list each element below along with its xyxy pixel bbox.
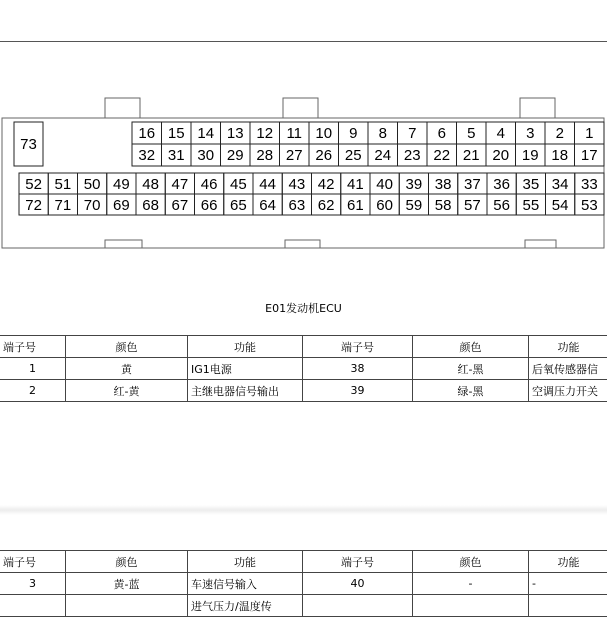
- pin-label-58: 58: [435, 197, 452, 214]
- pin-label-45: 45: [230, 176, 247, 193]
- column-header: 颜色: [413, 551, 529, 573]
- column-header: 功能: [529, 336, 607, 358]
- pin-label-64: 64: [259, 197, 276, 214]
- pin-label-1: 1: [585, 125, 593, 142]
- pin-label-70: 70: [84, 197, 101, 214]
- pin-label-35: 35: [523, 176, 540, 193]
- pin-label-16: 16: [138, 125, 155, 142]
- table-cell: 红-黄: [66, 380, 188, 402]
- column-header: 端子号: [303, 336, 413, 358]
- pin-label-59: 59: [406, 197, 423, 214]
- table-cell: -: [529, 573, 607, 595]
- pin-label-13: 13: [227, 125, 244, 142]
- pin-label-9: 9: [349, 125, 357, 142]
- pin-label-49: 49: [113, 176, 130, 193]
- table-cell: IG1电源: [188, 358, 303, 380]
- bottom-key-1: [105, 240, 142, 248]
- table-cell: 车速信号输入: [188, 573, 303, 595]
- column-header: 颜色: [66, 336, 188, 358]
- pin-table-1: [0, 335, 607, 402]
- bottom-key-2: [285, 240, 320, 248]
- pin-label-67: 67: [172, 197, 189, 214]
- table-cell: 2: [0, 380, 66, 402]
- pin-label-61: 61: [347, 197, 364, 214]
- pin-label-65: 65: [230, 197, 247, 214]
- table-cell: 黄: [66, 358, 188, 380]
- pin-label-30: 30: [197, 147, 214, 164]
- pin-label-48: 48: [142, 176, 159, 193]
- table-cell: 40: [303, 573, 413, 595]
- pin-label-63: 63: [289, 197, 306, 214]
- table-header-row: [0, 336, 607, 358]
- pin-label-20: 20: [492, 147, 509, 164]
- pin-label-17: 17: [581, 147, 598, 164]
- table-cell: [66, 595, 188, 617]
- pin-label-56: 56: [493, 197, 510, 214]
- pin-label-32: 32: [138, 147, 155, 164]
- pin-label-42: 42: [318, 176, 335, 193]
- table-row: [0, 595, 607, 617]
- pin-label-41: 41: [347, 176, 364, 193]
- pin-label-27: 27: [286, 147, 303, 164]
- table-header-row: [0, 551, 607, 573]
- column-header: 颜色: [413, 336, 529, 358]
- pin-label-26: 26: [315, 147, 332, 164]
- pin-label-28: 28: [256, 147, 273, 164]
- pin-label-51: 51: [55, 176, 72, 193]
- pin-label-39: 39: [406, 176, 423, 193]
- pin-label-18: 18: [551, 147, 568, 164]
- pin-label-3: 3: [526, 125, 534, 142]
- table-row: [0, 380, 607, 402]
- pin-label-43: 43: [289, 176, 306, 193]
- connector-diagram: [0, 90, 607, 250]
- pin-label-69: 69: [113, 197, 130, 214]
- table-cell: 主继电器信号输出: [188, 380, 303, 402]
- table-cell: 黄-蓝: [66, 573, 188, 595]
- column-header: 端子号: [0, 336, 66, 358]
- top-key-3: [520, 98, 555, 118]
- pin-label-66: 66: [201, 197, 218, 214]
- pin-label-34: 34: [552, 176, 569, 193]
- pin-label-52: 52: [25, 176, 42, 193]
- table-cell: 进气压力/温度传: [188, 595, 303, 617]
- pin-label-2: 2: [556, 125, 564, 142]
- pin-label-46: 46: [201, 176, 218, 193]
- table-cell: 绿-黑: [413, 380, 529, 402]
- table-cell: 空调压力开关: [529, 380, 607, 402]
- table-cell: 39: [303, 380, 413, 402]
- pin-label-37: 37: [464, 176, 481, 193]
- top-key-1: [105, 98, 140, 118]
- top-rule: [0, 41, 607, 42]
- pin-label-6: 6: [438, 125, 446, 142]
- pin-label-23: 23: [404, 147, 421, 164]
- column-header: 功能: [529, 551, 607, 573]
- pin-label-55: 55: [523, 197, 540, 214]
- table-cell: [529, 595, 607, 617]
- page-separator: [0, 505, 607, 515]
- pin-label-29: 29: [227, 147, 244, 164]
- pin-label-21: 21: [463, 147, 480, 164]
- pin-label-12: 12: [256, 125, 273, 142]
- top-key-2: [283, 98, 318, 118]
- pin-label-60: 60: [376, 197, 393, 214]
- table-row: [0, 358, 607, 380]
- table-row: [0, 573, 607, 595]
- pin-label-54: 54: [552, 197, 569, 214]
- table-cell: 1: [0, 358, 66, 380]
- column-header: 端子号: [303, 551, 413, 573]
- pin-label-15: 15: [168, 125, 185, 142]
- table-cell: [0, 595, 66, 617]
- pin-label-25: 25: [345, 147, 362, 164]
- table-cell: 38: [303, 358, 413, 380]
- column-header: 功能: [188, 551, 303, 573]
- table-cell: 3: [0, 573, 66, 595]
- pin-label-68: 68: [142, 197, 159, 214]
- table-cell: 后氧传感器信: [529, 358, 607, 380]
- pin-label-47: 47: [172, 176, 189, 193]
- pin-label-4: 4: [497, 125, 505, 142]
- pin-label-50: 50: [84, 176, 101, 193]
- pin-label-72: 72: [25, 197, 42, 214]
- pin-label-11: 11: [286, 125, 302, 142]
- pin-label-73: 73: [20, 136, 37, 153]
- pin-label-36: 36: [493, 176, 510, 193]
- pin-label-57: 57: [464, 197, 481, 214]
- column-header: 端子号: [0, 551, 66, 573]
- table-cell: [413, 595, 529, 617]
- pin-label-44: 44: [259, 176, 276, 193]
- pin-label-8: 8: [379, 125, 387, 142]
- pin-label-19: 19: [522, 147, 539, 164]
- pin-label-40: 40: [376, 176, 393, 193]
- table-cell: 红-黑: [413, 358, 529, 380]
- pin-label-62: 62: [318, 197, 335, 214]
- pin-label-5: 5: [467, 125, 475, 142]
- table-cell: [303, 595, 413, 617]
- pin-label-53: 53: [581, 197, 598, 214]
- pin-label-38: 38: [435, 176, 452, 193]
- pin-table-2: [0, 550, 607, 617]
- connector-caption: E01发动机ECU: [0, 300, 607, 316]
- pin-label-71: 71: [55, 197, 72, 214]
- table-cell: -: [413, 573, 529, 595]
- bottom-key-3: [525, 240, 556, 248]
- pin-label-31: 31: [168, 147, 185, 164]
- pin-label-24: 24: [374, 147, 391, 164]
- column-header: 颜色: [66, 551, 188, 573]
- connector-outline: [0, 90, 607, 250]
- pin-label-10: 10: [315, 125, 332, 142]
- pin-label-7: 7: [408, 125, 416, 142]
- pin-label-22: 22: [433, 147, 450, 164]
- pin-label-33: 33: [581, 176, 598, 193]
- pin-label-14: 14: [197, 125, 214, 142]
- column-header: 功能: [188, 336, 303, 358]
